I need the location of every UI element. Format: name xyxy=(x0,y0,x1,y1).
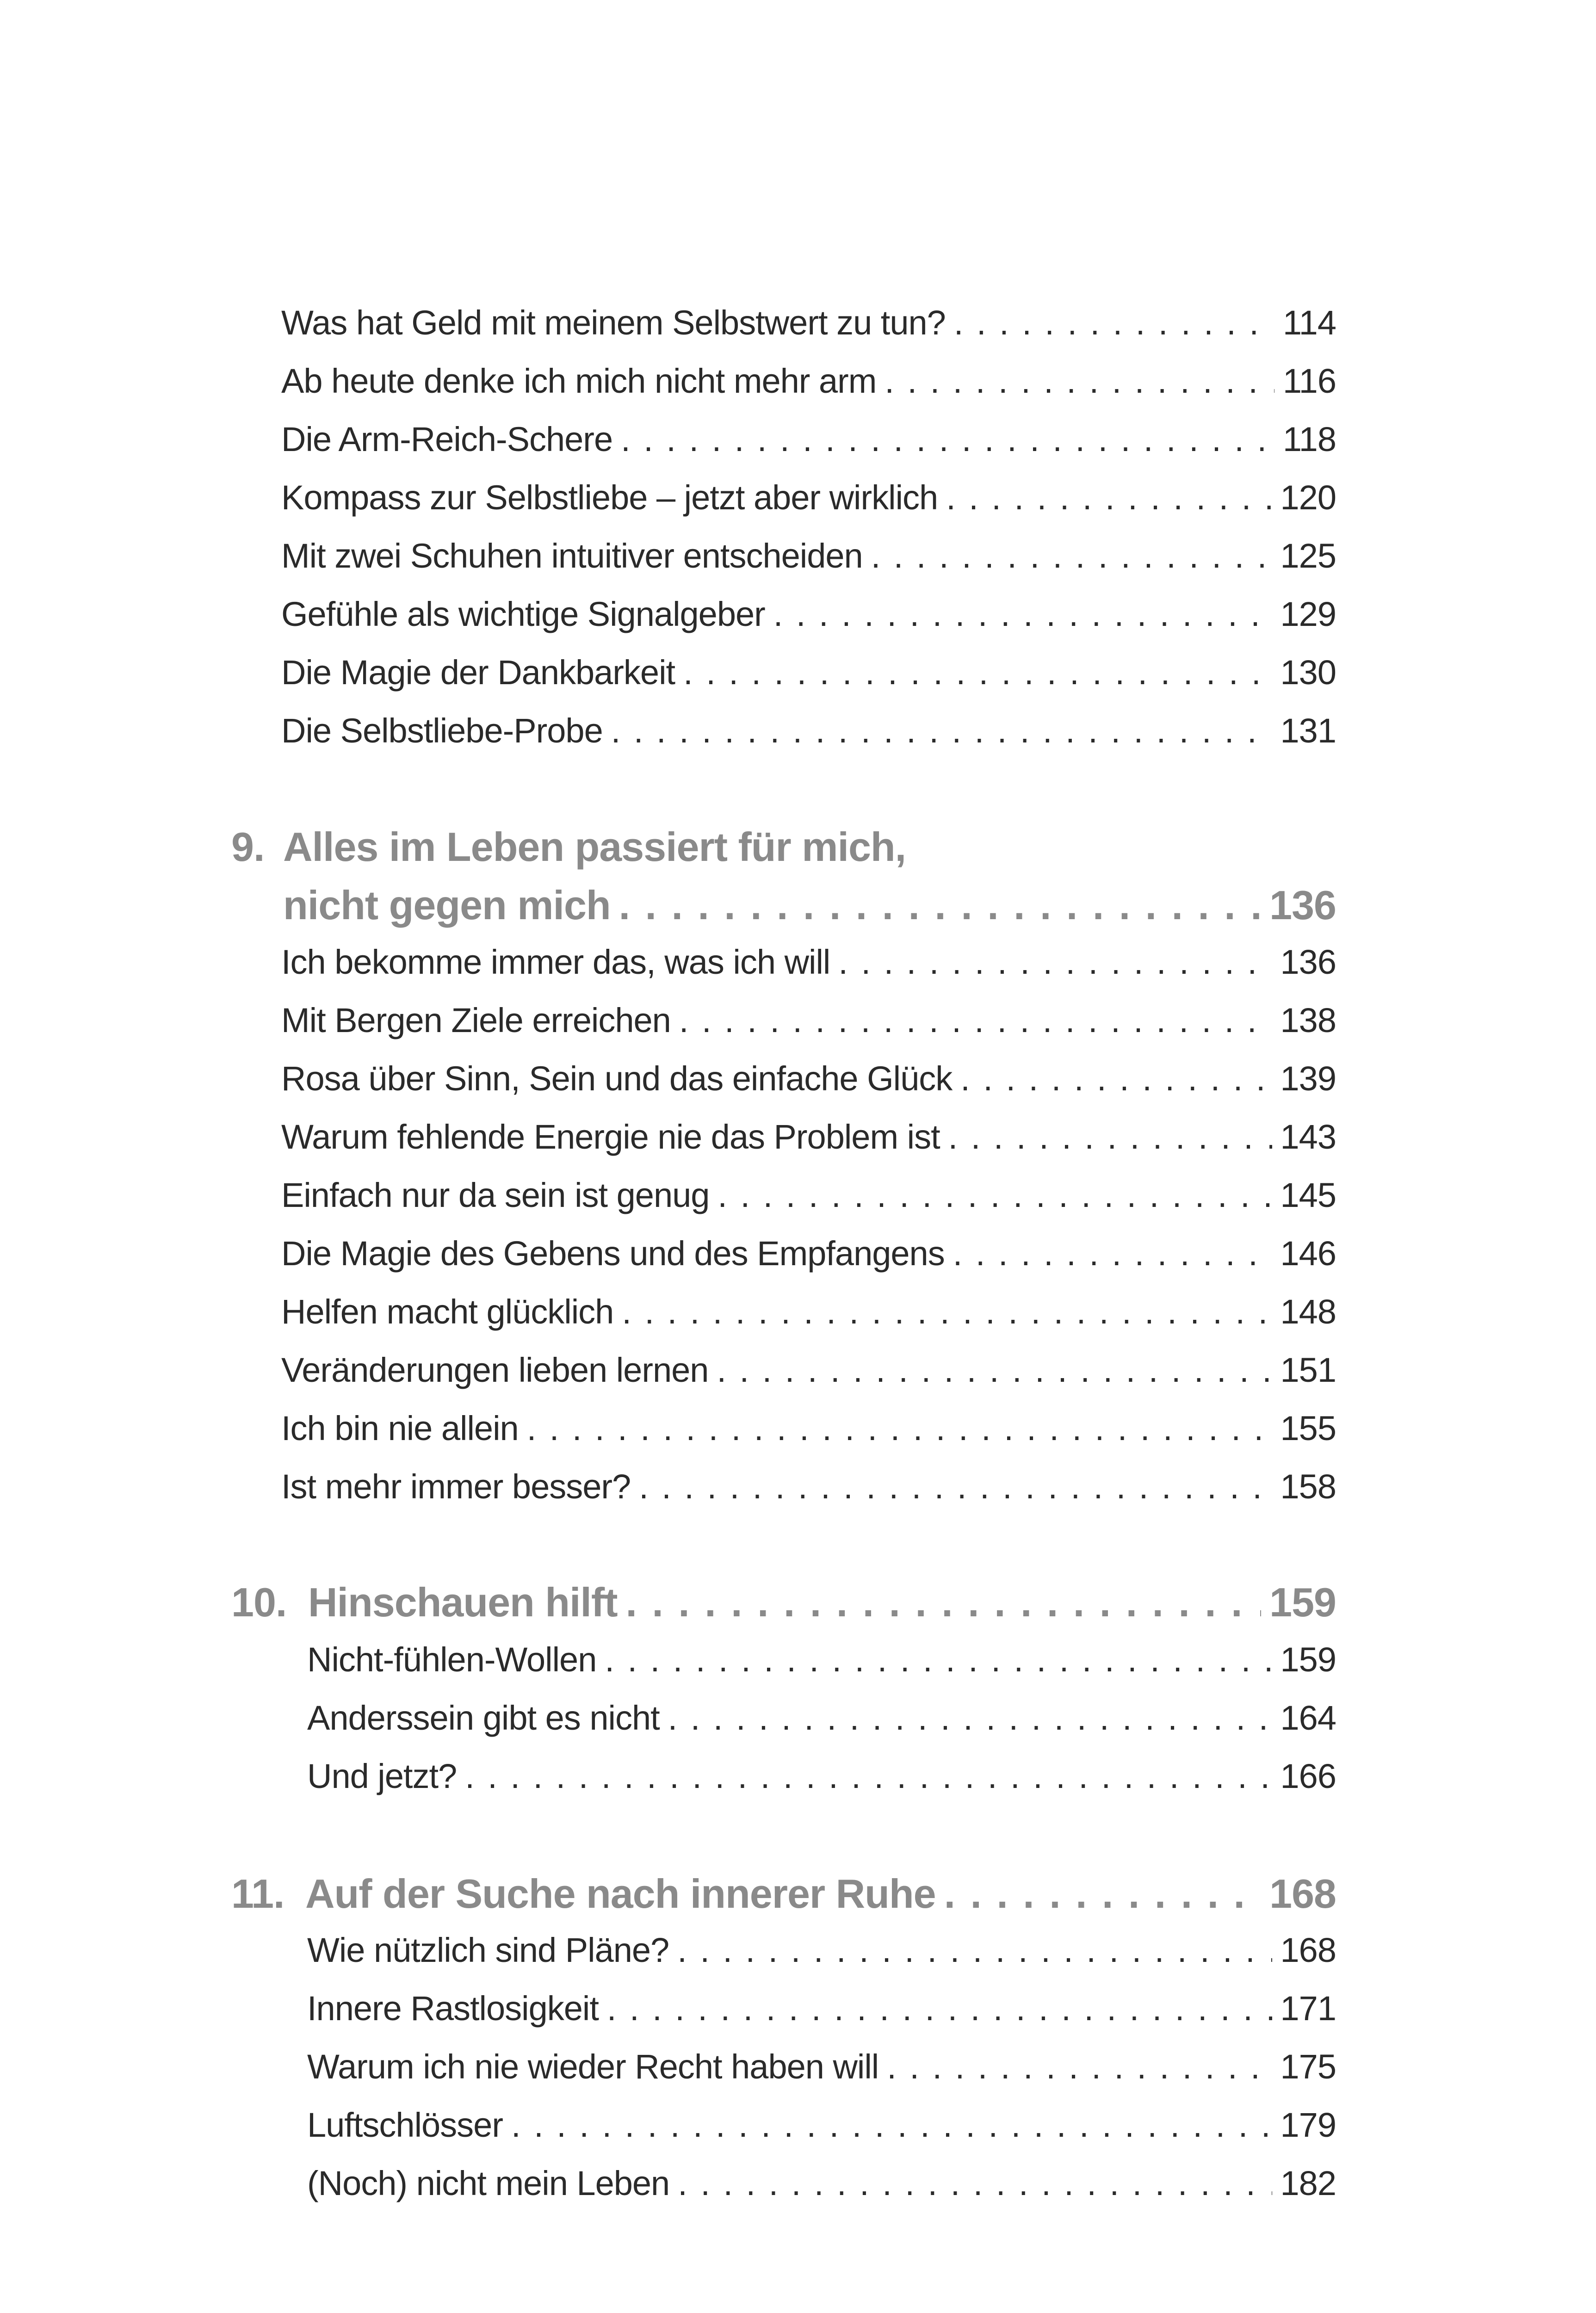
chapter-11-heading[interactable] xyxy=(231,1870,1336,1917)
toc-entry-page: 146 xyxy=(1280,1234,1336,1273)
toc-entry[interactable] xyxy=(281,1409,1336,1448)
dot-leader xyxy=(946,478,1272,517)
dot-leader xyxy=(838,942,1272,982)
dot-leader xyxy=(773,594,1272,634)
chapter-number: 9. xyxy=(231,824,265,870)
toc-entry[interactable] xyxy=(307,1930,1336,1970)
toc-entry-page: 138 xyxy=(1280,1001,1336,1039)
dot-leader xyxy=(953,1234,1272,1273)
dot-leader xyxy=(607,1989,1272,2028)
toc-entry-page: 175 xyxy=(1280,2047,1336,2086)
toc-entry-title: Kompass zur Selbstliebe – jetzt aber wirklich xyxy=(281,478,938,517)
toc-entry[interactable] xyxy=(307,2047,1336,2086)
toc-entry-title: Ab heute denke ich mich nicht mehr arm xyxy=(281,362,877,400)
dot-leader xyxy=(622,1292,1272,1331)
toc-entry-title: Luftschlösser xyxy=(307,2106,503,2144)
dot-leader xyxy=(887,2047,1272,2086)
toc-entry-page: 168 xyxy=(1280,1931,1336,1969)
toc-entry-title: Mit zwei Schuhen intuitiver entscheiden xyxy=(281,537,863,575)
toc-entry[interactable] xyxy=(281,478,1336,517)
dot-leader xyxy=(527,1409,1272,1448)
dot-leader xyxy=(717,1350,1272,1390)
chapter-page: 168 xyxy=(1269,1871,1336,1917)
toc-entry-page: 171 xyxy=(1280,1989,1336,2028)
toc-entry-page: 158 xyxy=(1280,1467,1336,1506)
toc-entry-title: Warum fehlende Energie nie das Problem ist xyxy=(281,1118,940,1156)
toc-entry-title: Gefühle als wichtige Signalgeber xyxy=(281,595,765,633)
toc-entry-page: 116 xyxy=(1283,362,1336,400)
toc-entry-page: 179 xyxy=(1280,2106,1336,2144)
toc-entry-page: 155 xyxy=(1280,1409,1336,1447)
dot-leader xyxy=(605,1640,1272,1679)
dot-leader xyxy=(944,1870,1262,1917)
toc-entry[interactable] xyxy=(281,653,1336,692)
toc-entry[interactable] xyxy=(281,1350,1336,1390)
chapter-9-heading-line1[interactable] xyxy=(231,823,1336,871)
toc-entry[interactable] xyxy=(307,1698,1336,1738)
toc-entry-page: 145 xyxy=(1280,1176,1336,1214)
chapter-number: 10. xyxy=(231,1579,287,1625)
toc-entry-page: 118 xyxy=(1283,420,1336,458)
toc-entry[interactable] xyxy=(281,536,1336,575)
chapter-title: nicht gegen mich xyxy=(283,882,611,928)
toc-entry[interactable] xyxy=(307,1989,1336,2028)
toc-entry-title: Was hat Geld mit meinem Selbstwert zu tun? xyxy=(281,303,946,342)
dot-leader xyxy=(677,1930,1272,1970)
toc-entry-page: 159 xyxy=(1280,1640,1336,1679)
toc-entry-page: 125 xyxy=(1280,537,1336,575)
toc-entry-title: Anderssein gibt es nicht xyxy=(307,1699,660,1737)
toc-entry-page: 143 xyxy=(1280,1118,1336,1156)
dot-leader xyxy=(668,1698,1272,1738)
chapter-page: 136 xyxy=(1269,882,1336,928)
toc-entry[interactable] xyxy=(281,594,1336,634)
toc-entry-page: 131 xyxy=(1280,711,1336,750)
chapter-10-heading[interactable] xyxy=(231,1579,1336,1626)
dot-leader xyxy=(465,1756,1272,1796)
toc-entry[interactable] xyxy=(281,1292,1336,1331)
chapter-9-heading-line2[interactable] xyxy=(283,882,1336,929)
dot-leader xyxy=(621,420,1274,459)
dot-leader xyxy=(511,2105,1272,2145)
toc-entry-title: Wie nützlich sind Pläne? xyxy=(307,1931,669,1969)
toc-entry[interactable] xyxy=(307,2164,1336,2203)
toc-entry-title: Ist mehr immer besser? xyxy=(281,1467,631,1506)
dot-leader xyxy=(871,536,1272,575)
toc-entry-title: Ich bin nie allein xyxy=(281,1409,519,1447)
dot-leader xyxy=(678,2164,1272,2203)
toc-entry[interactable] xyxy=(281,420,1336,459)
dot-leader xyxy=(885,361,1274,401)
toc-entry-title: Die Selbstliebe-Probe xyxy=(281,711,603,750)
toc-entry-page: 182 xyxy=(1280,2164,1336,2202)
toc-entry[interactable] xyxy=(281,1234,1336,1273)
chapter-title: Alles im Leben passiert für mich, xyxy=(283,824,906,870)
dot-leader xyxy=(679,1001,1272,1040)
dot-leader xyxy=(948,1117,1272,1156)
dot-leader xyxy=(619,882,1262,929)
toc-entry-page: 130 xyxy=(1280,653,1336,692)
toc-entry-title: (Noch) nicht mein Leben xyxy=(307,2164,670,2202)
toc-entry-page: 120 xyxy=(1280,478,1336,517)
dot-leader xyxy=(718,1175,1272,1215)
dot-leader xyxy=(954,303,1274,342)
dot-leader xyxy=(960,1059,1272,1098)
toc-entry-page: 164 xyxy=(1280,1699,1336,1737)
toc-entry-page: 114 xyxy=(1283,303,1336,342)
dot-leader xyxy=(639,1467,1272,1506)
toc-entry-title: Die Magie des Gebens und des Empfangens xyxy=(281,1234,945,1273)
toc-entry[interactable] xyxy=(281,711,1336,750)
toc-entry-page: 139 xyxy=(1280,1059,1336,1098)
chapter-title: Auf der Suche nach innerer Ruhe xyxy=(305,1871,936,1917)
toc-entry-page: 136 xyxy=(1280,943,1336,981)
toc-entry[interactable] xyxy=(281,1467,1336,1506)
toc-entry-title: Und jetzt? xyxy=(307,1757,457,1795)
chapter-page: 159 xyxy=(1269,1579,1336,1625)
toc-entry-title: Innere Rastlosigkeit xyxy=(307,1989,599,2028)
toc-entry-title: Ich bekomme immer das, was ich will xyxy=(281,943,830,981)
toc-entry-page: 129 xyxy=(1280,595,1336,633)
toc-entry-page: 148 xyxy=(1280,1293,1336,1331)
toc-entry[interactable] xyxy=(307,1640,1336,1679)
chapter-title: Hinschauen hilft xyxy=(308,1579,618,1625)
toc-entry[interactable] xyxy=(307,2105,1336,2145)
toc-entry-title: Die Arm-Reich-Schere xyxy=(281,420,613,458)
toc-entry[interactable] xyxy=(281,303,1336,342)
toc-entry[interactable] xyxy=(281,1117,1336,1156)
toc-entry-title: Veränderungen lieben lernen xyxy=(281,1351,709,1389)
toc-entry-title: Helfen macht glücklich xyxy=(281,1293,614,1331)
toc-entry[interactable] xyxy=(281,1175,1336,1215)
toc-entry[interactable] xyxy=(281,942,1336,982)
toc-entry-title: Rosa über Sinn, Sein und das einfache Glück xyxy=(281,1059,953,1098)
toc-entry-title: Mit Bergen Ziele erreichen xyxy=(281,1001,671,1039)
toc-entry-title: Nicht-fühlen-Wollen xyxy=(307,1640,597,1679)
toc-entry-page: 151 xyxy=(1280,1351,1336,1389)
toc-entry-title: Einfach nur da sein ist genug xyxy=(281,1176,710,1214)
toc-entry-page: 166 xyxy=(1280,1757,1336,1795)
toc-entry[interactable] xyxy=(307,1756,1336,1796)
dot-leader xyxy=(683,653,1272,692)
toc-entry-title: Die Magie der Dankbarkeit xyxy=(281,653,675,692)
toc-entry[interactable] xyxy=(281,1059,1336,1098)
toc-entry-title: Warum ich nie wieder Recht haben will xyxy=(307,2047,879,2086)
toc-entry[interactable] xyxy=(281,361,1336,401)
dot-leader xyxy=(626,1579,1262,1626)
chapter-number: 11. xyxy=(231,1871,285,1917)
dot-leader xyxy=(611,711,1272,750)
toc-entry[interactable] xyxy=(281,1001,1336,1040)
